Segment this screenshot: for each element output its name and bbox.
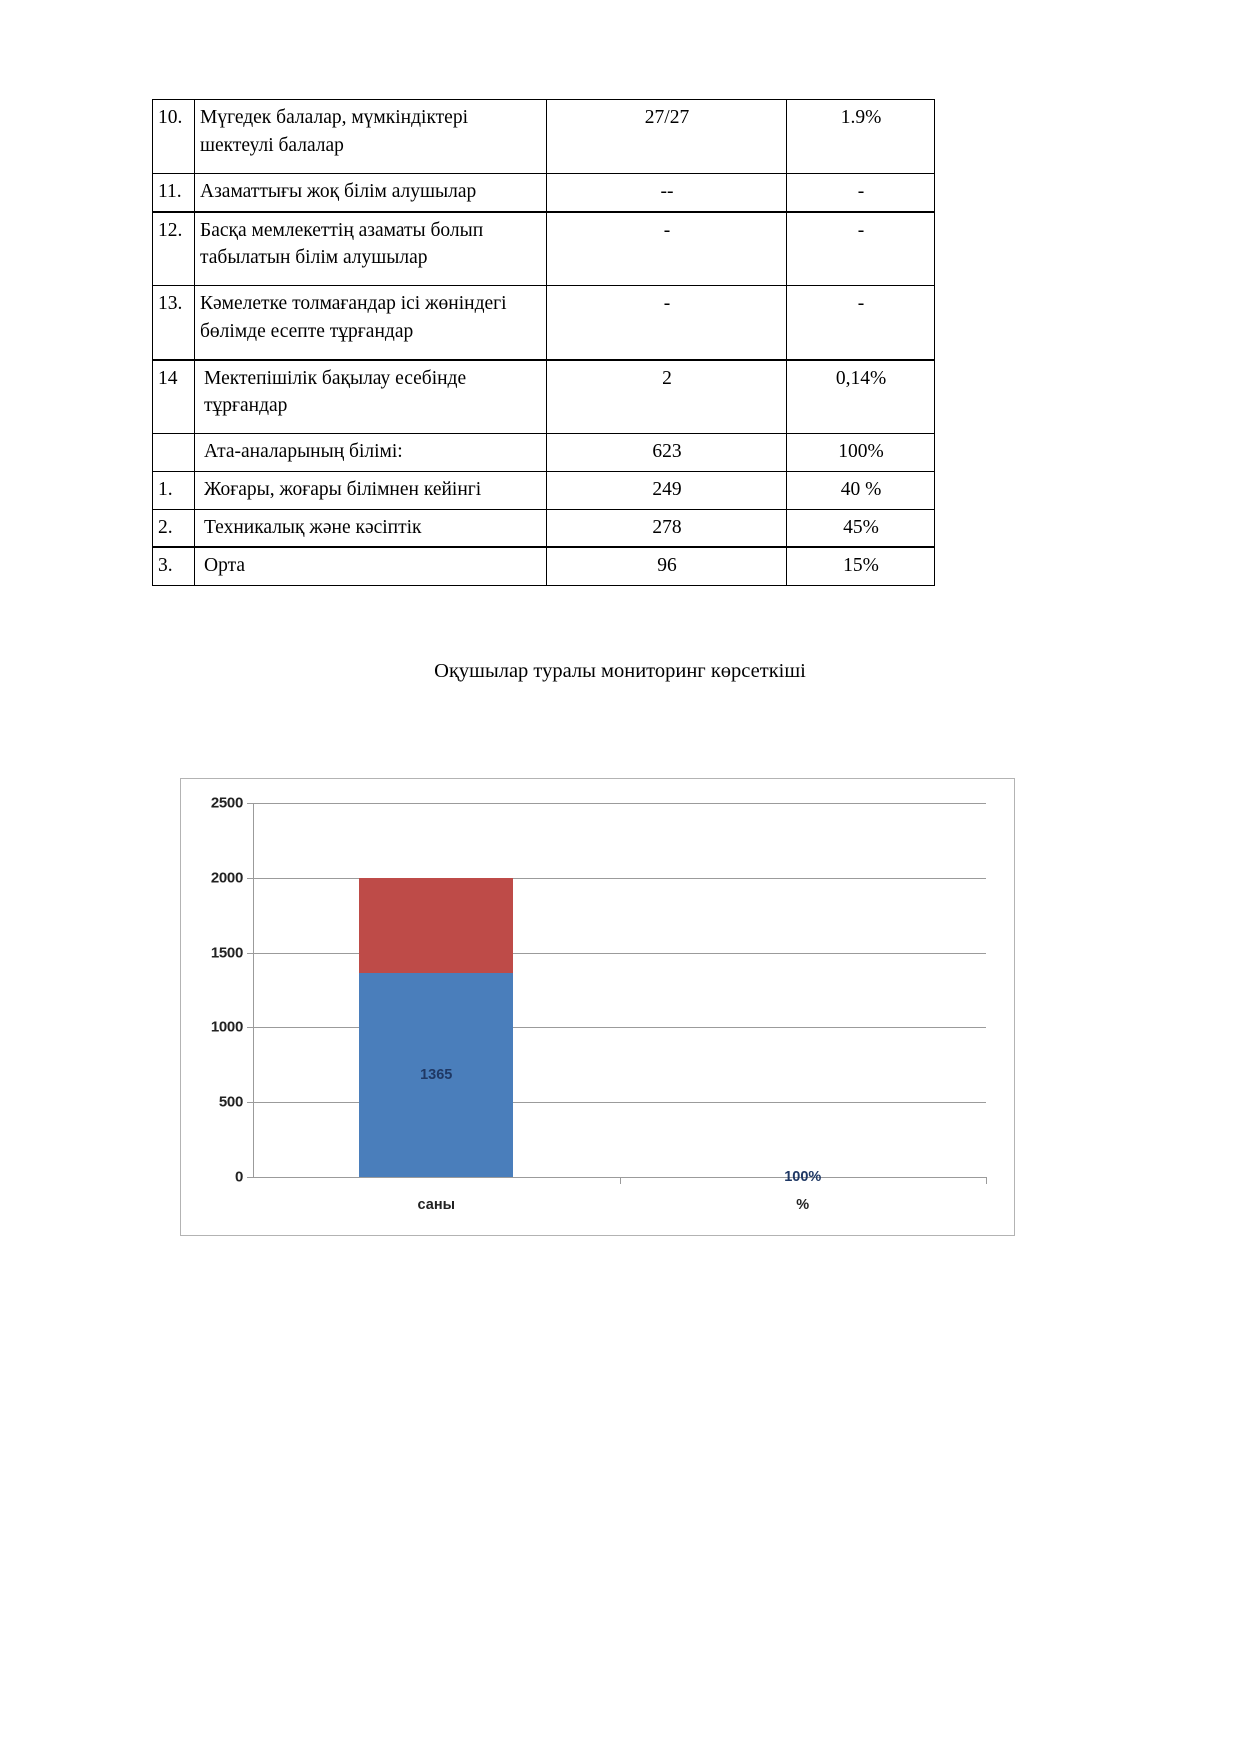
y-axis-tick [247, 803, 253, 804]
table-row [153, 174, 935, 212]
row-number: 14 [153, 360, 195, 434]
row-count: - [547, 212, 787, 286]
table-row [153, 434, 935, 472]
monitoring-bar-chart [180, 778, 1015, 1236]
row-number: 1. [153, 471, 195, 509]
row-label: Мүгедек балалар, мүмкіндіктері шектеулі балалар [195, 100, 547, 174]
row-label: Жоғары, жоғары білімнен кейінгі [195, 471, 547, 509]
y-axis-label: 500 [218, 1093, 243, 1111]
x-axis-category-label: % [796, 1197, 810, 1213]
row-label: Басқа мемлекеттің азаматы болып табылатын білім алушылар [195, 212, 547, 286]
table-row [153, 509, 935, 547]
row-label: Ата-аналарының білімі: [195, 434, 547, 472]
row-number: 3. [153, 547, 195, 585]
row-count: 278 [547, 509, 787, 547]
row-label: Орта [195, 547, 547, 585]
y-axis-label: 2000 [210, 869, 243, 887]
row-label: Азаматтығы жоқ білім алушылар [195, 174, 547, 212]
bar-data-label: 1365 [420, 1066, 453, 1083]
row-percent: 40 % [787, 471, 935, 509]
table-row [153, 286, 935, 360]
table-row [153, 100, 935, 174]
x-axis-category-label: саны [417, 1197, 455, 1213]
row-count: -- [547, 174, 787, 212]
bar-column [726, 803, 880, 1177]
x-axis-tick [620, 1177, 621, 1184]
y-axis-label: 2500 [210, 794, 243, 812]
row-count: 623 [547, 434, 787, 472]
row-percent: - [787, 212, 935, 286]
row-number: 10. [153, 100, 195, 174]
row-percent: 45% [787, 509, 935, 547]
row-percent: - [787, 286, 935, 360]
row-percent: 0,14% [787, 360, 935, 434]
table-row [153, 212, 935, 286]
row-number: 11. [153, 174, 195, 212]
row-number: 12. [153, 212, 195, 286]
bar-column [359, 803, 513, 1177]
x-axis-tick [986, 1177, 987, 1184]
row-percent: - [787, 174, 935, 212]
row-number: 13. [153, 286, 195, 360]
table-row [153, 547, 935, 585]
table-row [153, 360, 935, 434]
y-axis-tick [247, 1177, 253, 1178]
table-row [153, 471, 935, 509]
row-label: Кәмелетке толмағандар ісі жөніндегі бөлімде есепте тұрғандар [195, 286, 547, 360]
y-axis-tick [247, 953, 253, 954]
row-count: 2 [547, 360, 787, 434]
bar-data-label: 100% [784, 1169, 822, 1185]
table-body [153, 100, 935, 586]
chart-caption: Оқушылар туралы мониторинг көрсеткіші [434, 660, 806, 682]
bar-segment-% [359, 878, 513, 973]
y-axis-label: 0 [234, 1168, 243, 1186]
row-count: 96 [547, 547, 787, 585]
y-axis-tick [247, 878, 253, 879]
chart-plot-area [210, 794, 986, 1213]
row-count: 249 [547, 471, 787, 509]
y-axis-label: 1500 [210, 944, 243, 962]
row-number [153, 434, 195, 472]
statistics-table-container [152, 99, 934, 586]
row-percent: 15% [787, 547, 935, 585]
row-percent: 1.9% [787, 100, 935, 174]
row-count: 27/27 [547, 100, 787, 174]
y-axis-tick [247, 1102, 253, 1103]
y-axis-line [253, 803, 254, 1177]
y-axis-label: 1000 [210, 1018, 243, 1036]
row-percent: 100% [787, 434, 935, 472]
y-axis-tick [247, 1027, 253, 1028]
statistics-table [152, 99, 935, 586]
row-label: Техникалық және кәсіптік [195, 509, 547, 547]
row-count: - [547, 286, 787, 360]
row-number: 2. [153, 509, 195, 547]
row-label: Мектепішілік бақылау есебінде тұрғандар [195, 360, 547, 434]
